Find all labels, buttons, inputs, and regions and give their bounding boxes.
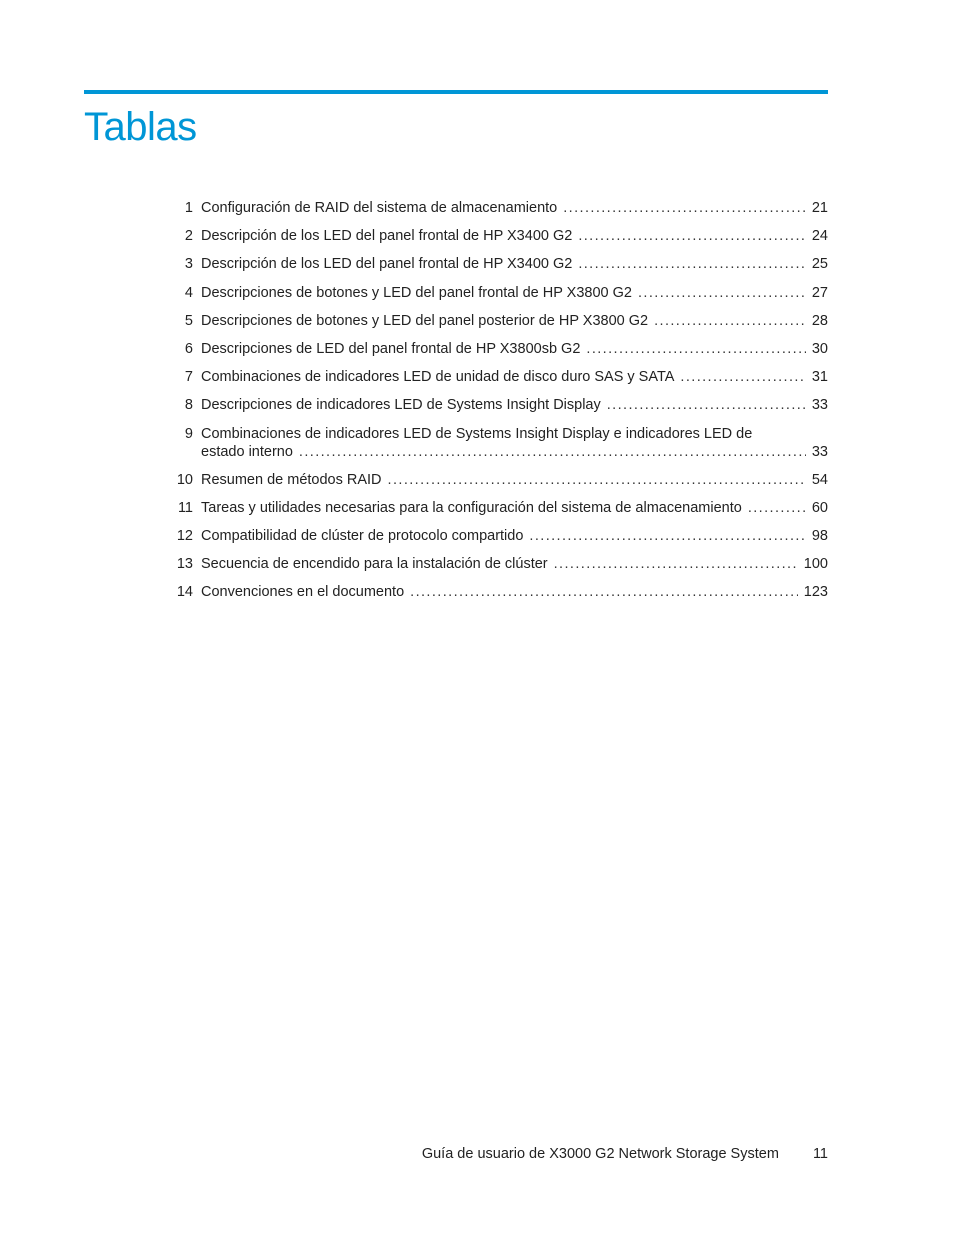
toc-entry-number: 11: [177, 499, 193, 516]
toc-leader: [529, 525, 805, 547]
toc-entry-number: 8: [184, 397, 193, 414]
toc-entry-page: 54: [811, 471, 828, 488]
footer-page-number: 11: [812, 1146, 828, 1162]
toc-entry-title: Combinaciones de indicadores LED de unidad de disco duro SAS y SATA: [201, 369, 675, 386]
toc-entry-page: 21: [811, 200, 828, 216]
toc-entry-title: Configuración de RAID del sistema de almacenamiento: [201, 200, 558, 216]
toc-entry-title-continued: estado interno: [201, 443, 293, 460]
toc-entry-page: 100: [803, 556, 828, 573]
toc-entry-page: 98: [811, 527, 828, 544]
toc-entry[interactable]: [164, 497, 828, 525]
toc-entry-page: 123: [803, 584, 828, 601]
toc-leader: [554, 553, 798, 575]
toc-entry-page: 31: [811, 369, 828, 386]
toc-entry[interactable]: [164, 197, 828, 225]
toc-entry[interactable]: [164, 225, 828, 253]
toc-entry-title: Combinaciones de indicadores LED de Systems Insight Display e indicadores LED de: [201, 425, 753, 442]
toc-entry-number: 2: [184, 228, 193, 245]
toc-entry[interactable]: [164, 553, 828, 581]
toc-entry[interactable]: [164, 282, 828, 310]
toc-entry-number: 1: [184, 200, 193, 216]
toc-leader: [299, 441, 806, 463]
toc-entry-number: 5: [184, 312, 193, 329]
toc-entry-title: Descripciones de botones y LED del panel posterior de HP X3800 G2: [201, 312, 649, 329]
toc-entry-title: Tareas y utilidades necesarias para la configuración del sistema de almacenamiento: [201, 499, 742, 516]
toc-entry[interactable]: [164, 310, 828, 338]
toc-entry-page: 25: [811, 256, 828, 273]
toc-entry-number: 9: [184, 425, 193, 442]
toc-leader: [748, 497, 806, 519]
toc-leader: [680, 366, 805, 388]
toc-entry-title: Secuencia de encendido para la instalación de clúster: [201, 556, 548, 573]
toc-entry[interactable]: [164, 525, 828, 553]
toc-entry[interactable]: [164, 469, 828, 497]
toc-entry[interactable]: [164, 394, 828, 422]
toc-leader: [586, 338, 805, 360]
toc-leader: [578, 225, 806, 247]
toc-entry-number: 7: [184, 369, 193, 386]
toc-entry-page: 28: [811, 312, 828, 329]
footer-doc-title: Guía de usuario de X3000 G2 Network Storage System: [421, 1146, 779, 1162]
toc-entry-number: 14: [176, 584, 193, 601]
toc-entry-title: Descripciones de botones y LED del panel frontal de HP X3800 G2: [201, 284, 632, 301]
header-rule: [84, 90, 828, 94]
toc-entry-title: Convenciones en el documento: [201, 584, 405, 601]
toc-entry[interactable]: [164, 581, 828, 609]
toc-entry-number: 13: [176, 556, 193, 573]
toc-entry-number: 4: [184, 284, 193, 301]
toc-leader: [607, 394, 806, 416]
toc-entry-title: Compatibilidad de clúster de protocolo compartido: [201, 527, 524, 544]
toc-entry[interactable]: [164, 423, 828, 469]
toc-entry-number: 3: [184, 256, 193, 273]
toc-entry-title: Resumen de métodos RAID: [201, 471, 382, 488]
toc-entry-page: 30: [811, 340, 828, 357]
toc-entry-page: 60: [811, 499, 828, 516]
toc-entry[interactable]: [164, 366, 828, 394]
toc-entry-page: 33: [811, 397, 828, 414]
toc-entry-number: 10: [176, 471, 193, 488]
toc-entry[interactable]: [164, 253, 828, 281]
toc-leader: [388, 469, 806, 491]
toc-entry-number: 12: [176, 527, 193, 544]
toc-entry-title: Descripción de los LED del panel frontal de HP X3400 G2: [201, 228, 573, 245]
toc-entry-number: 6: [184, 340, 193, 357]
toc-leader: [578, 253, 806, 275]
toc-entry-page: 27: [811, 284, 828, 301]
toc-entry[interactable]: [164, 338, 828, 366]
toc-entry-page: 24: [811, 228, 828, 245]
toc-entry-title: Descripciones de LED del panel frontal de HP X3800sb G2: [201, 340, 581, 357]
table-of-tables: [164, 197, 828, 609]
toc-entry-title: Descripciones de indicadores LED de Systems Insight Display: [201, 397, 601, 414]
toc-leader: [654, 310, 806, 332]
toc-entry-title: Descripción de los LED del panel frontal de HP X3400 G2: [201, 256, 573, 273]
toc-leader: [410, 581, 798, 603]
page-title: Tablas: [84, 105, 197, 149]
toc-leader: [638, 282, 806, 304]
toc-entry-page: 33: [811, 443, 828, 460]
page-footer: [84, 1144, 828, 1164]
toc-leader: [563, 197, 806, 219]
